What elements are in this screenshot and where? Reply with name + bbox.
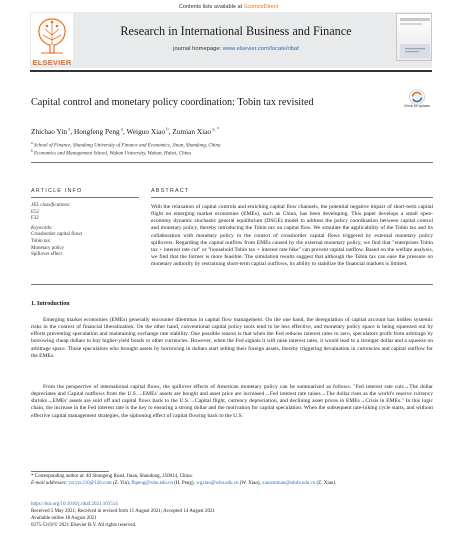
footnote-rule (31, 471, 109, 472)
email-link[interactable]: wgxiao@whu.edu.cn (196, 481, 239, 486)
title-divider (31, 162, 433, 163)
homepage-url-link[interactable]: www.elsevier.com/locate/ribaf (222, 46, 299, 52)
email-label: E-mail addresses: (31, 481, 69, 486)
email-tail: (Z. Xiao). (316, 481, 337, 486)
homepage-prefix: journal homepage: (173, 46, 223, 52)
intro-paragraph: From the perspective of international capital flows, the spillover effects of American monetary policy can be summarized as follows. "Fed interest rate cuts→The dollar depreciates and Capital outflows from the U.S.→EMEs' assets are bought and asset price are increased→Fed interest rate raises→The dollar rises as the world's reserve currency shrinks→EMEs' assets are sold off and capital flows back to the U.S.→Capital flight, currency depreciation, and declining asset prices in EMEs→Crisis in EMEs." In this logic chain, the increase in the Fed interest rate is the key to ensuring a strong dollar and the motivation for capital speculation. When the subsequent rate-hiking cycle starts, and without effective capital management strategies, the siphoning effect of capital flowing back to the U.S. (31, 384, 433, 419)
introduction-heading: 1. Introduction (31, 301, 70, 307)
abstract-heading: ABSTRACT (151, 188, 190, 194)
author-affil-mark[interactable]: b (166, 127, 169, 133)
check-for-updates-label: Check for updates (404, 104, 430, 108)
header-divider (30, 70, 432, 72)
author-affil-mark[interactable]: a (120, 127, 123, 133)
doi-url[interactable]: https://doi.org/10.1016/j.ribaf.2021.101514 (31, 502, 118, 507)
email-addresses (31, 481, 433, 487)
author-affil-mark[interactable]: a (68, 127, 71, 133)
affiliation-line (31, 149, 191, 157)
contents-available-line (0, 4, 457, 10)
intro-paragraph: Emerging market economies (EMEs) generally encounter dilemmas in capital flow management. On the one hand, the deregulation of capital account has hidden systemic risks in the context of financial liberalization. On the other hand, conventional capital policy tools tend to be less effective, and monetary policy space is being squeezed out by efforts preventing speculation and maintaining exchange rate stability. One possible reason is that when the Fed reduces interest rates to zero, speculators profit from arbitrage by borrowing cheap dollars to buy higher-yield bonds or other currencies. However, when the Fed signals it will raise interest rates, it would lead to a stronger dollar and a squeeze on arbitrage space. Those speculators who brought assets by borrowing in dollars start selling their foreign assets, thereby triggering devaluation in currencies and capital outflow for the EMEs. (31, 317, 433, 359)
keyword-item: Spillover effect (31, 252, 62, 258)
jel-code: F32 (31, 216, 39, 222)
email-owner: (Z. Yin), (111, 481, 132, 486)
journal-cover-art (397, 14, 433, 62)
keyword-item: Monetary policy (31, 245, 65, 251)
affiliation-mark: b (31, 149, 33, 153)
journal-header-banner (30, 12, 432, 68)
email-link[interactable]: yzcyzc210@126.com (68, 481, 112, 486)
sciencedirect-link[interactable]: ScienceDirect (243, 4, 279, 10)
abstract-rule (151, 197, 433, 198)
journal-cover-thumbnail[interactable] (396, 13, 432, 61)
keyword-item: Crossborder capital flows (31, 232, 83, 238)
article-title: Capital control and monetary policy coordination: Tobin tax revisited (31, 97, 314, 108)
affiliation-text: Economics and Management School, Wuhan University, Wuhan, Hubei, China (34, 151, 191, 157)
article-info-panel (31, 203, 82, 259)
journal-title[interactable]: Research in International Business and Finance (120, 24, 352, 38)
check-for-updates-badge[interactable] (406, 88, 428, 114)
email-owner: (W. Xiao), (238, 481, 263, 486)
available-online-date: Available online 18 August 2021 (31, 516, 97, 521)
author-name[interactable]: Zumian Xiao (172, 127, 212, 136)
elsevier-tree-logo[interactable] (31, 13, 73, 61)
email-owner: (H. Peng), (172, 481, 197, 486)
keyword-item: Tobin tax (31, 238, 50, 244)
check-for-updates-icon (406, 88, 428, 114)
abstract-text: With the relaxation of capital controls and enriching capital flow channels, the potential negative impact of short-term capital flight on emerging market economies (EMEs), such as China, has been developing. This paper develops a small open-economy dynamic stochastic general equilibrium (DSGE) model to address the policy coordination between capital control and monetary policy, thereby introducing the Tobin tax on capital flow. We simulate the applicability of the Tobin tax and its collaboration with monetary policy in the context of crossborder capital flows triggered by external monetary policy spillovers. Regarding the capital outflow from EMEs caused by the external monetary policy, we find that "enterprises Tobin tax + interest rate cut" or "household Tobin tax + interest rate hike" can prevent capital outflow. Based on the welfare analysis, we find that the former is more feasible. The simulation results suggest that although the Tobin tax can ease the pressure on monetary authority by restraining short-term capital outflows, its ability to stabilize the financial markets is limited. (151, 204, 433, 268)
copyright-line: 0275-5319/© 2021 Elsevier B.V. All rights reserved. (31, 523, 137, 528)
author-affil-mark[interactable]: a, * (212, 127, 220, 133)
author-name[interactable]: Zhichao Yin (31, 127, 68, 136)
jel-label: JEL classifications: (31, 203, 71, 208)
keywords-label: Keywords: (31, 225, 53, 231)
abstract-bottom-rule (31, 284, 433, 285)
author-list: Zhichao Yin $^a$, Hongfeng Peng $^a$, Weiguo Xiao $^b$, Zumian Xiao $^{a, *}$ (31, 127, 220, 136)
article-info-heading: ARTICLE INFO (31, 188, 83, 194)
author-name[interactable]: Weiguo Xiao (126, 127, 166, 136)
received-dates: Received 5 May 2021; Received in revised form 11 August 2021; Accepted 14 August 2021 (31, 509, 215, 514)
email-link[interactable]: fhpeng@whu.edu.cn (131, 481, 173, 486)
affiliation-mark: a (31, 141, 33, 145)
doi-link[interactable] (31, 502, 433, 508)
journal-homepage-line (76, 46, 396, 52)
corresponding-author-note: * Corresponding author at: 40 Shungeng Road, Jinan, Shandong, 250014, China. (31, 474, 193, 479)
contents-prefix: Contents lists available at (178, 4, 244, 10)
author-name[interactable]: Hongfeng Peng (74, 127, 120, 136)
elsevier-wordmark: ELSEVIER (32, 58, 72, 67)
affiliation-text: School of Finance, Shandong University of Finance and Economics, Jinan, Shandong, China (34, 143, 221, 149)
email-link[interactable]: xiaozumian@sdufe.edu.cn (262, 481, 316, 486)
article-info-rule (31, 197, 139, 198)
jel-code: E52 (31, 209, 40, 215)
affiliation-line (31, 141, 221, 149)
